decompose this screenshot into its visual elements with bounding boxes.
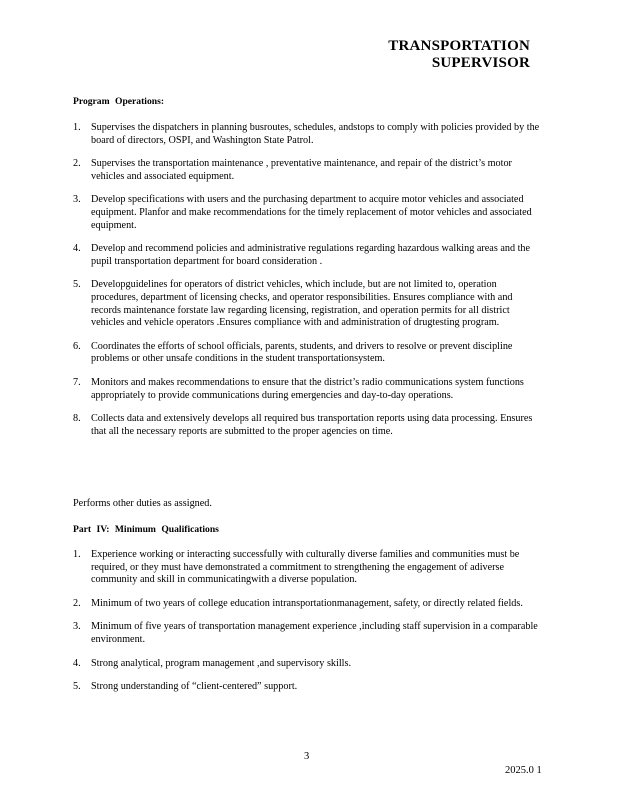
list-item-number: 4. (73, 657, 81, 669)
list-item-number: 4. (73, 243, 81, 255)
list-item-text: Experience working or interacting successfully with culturally diverse families and communities must be required, or they must have demonstrated a commitment to strengthening the engagement of adiverse community and skill in communicatingwith a diverse population. (91, 549, 520, 586)
list-item-text: Develop specifications with users and the purchasing department to acquire motor vehicles and associated equipment. Planfor and make recommendations for the timely replacement of motor vehicles and associated equipment. (91, 194, 532, 231)
page-number: 3 (304, 751, 310, 762)
qualifications-list (73, 549, 543, 694)
list-item (73, 549, 543, 587)
program-operations-list (73, 122, 543, 438)
list-item-number: 7. (73, 376, 81, 388)
list-item-text: Strong understanding of “client-centered” support. (91, 681, 298, 693)
list-item-number: 3. (73, 621, 81, 633)
list-item (73, 122, 543, 147)
list-item (73, 194, 543, 232)
document-version-code: 2025.0 1 (505, 765, 542, 776)
list-item-text: Collects data and extensively develops all required bus transportation reports using data processing. Ensures that all the necessary reports are submitted to the proper agencies on time. (91, 413, 533, 437)
title-line-1: TRANSPORTATION (388, 38, 530, 54)
list-item (73, 377, 543, 402)
qualifications-heading: Part IV: Minimum Qualifications (73, 524, 219, 535)
list-item-number: 8. (73, 413, 81, 425)
list-item (73, 621, 543, 646)
list-item-text: Develop and recommend policies and administrative regulations regarding hazardous walking areas and the pupil transportation department for board consideration . (91, 243, 531, 267)
list-item (73, 158, 543, 183)
list-item-number: 5. (73, 681, 81, 693)
title-line-2: SUPERVISOR (431, 55, 530, 71)
program-operations-heading: Program Operations: (73, 96, 165, 107)
list-item (73, 279, 543, 329)
list-item-number: 5. (73, 279, 81, 291)
list-item-number: 2. (73, 597, 81, 609)
list-item-number: 2. (73, 158, 81, 170)
list-item-text: Monitors and makes recommendations to ensure that the district’s radio communications system functions appropriately to provide communications during emergencies and day-to-day operations. (91, 376, 524, 401)
list-item-text: Strong analytical, program management ,and supervisory skills. (91, 657, 352, 669)
document-title (388, 38, 530, 72)
list-item-text: Coordinates the efforts of school officials, parents, students, and drivers to resolve or prevent discipline problems or other unsafe conditions in the student transportationsystem. (91, 340, 513, 365)
list-item-number: 1. (73, 122, 81, 133)
list-item-text: Supervises the dispatchers in planning busroutes, schedules, andstops to comply with policies provided by the board of directors, OSPI, and Washington State Patrol. (91, 122, 540, 146)
other-duties-text: Performs other duties as assigned. (73, 498, 212, 509)
list-item (73, 658, 543, 671)
list-item-text: Supervises the transportation maintenance , preventative maintenance, and repair of the district’s motor vehicles and associated equipment. (91, 158, 512, 182)
list-item-number: 3. (73, 194, 81, 206)
list-item (73, 598, 543, 611)
list-item (73, 243, 543, 268)
list-item-text: Minimum of two years of college education intransportationmanagement, safety, or directly related fields. (91, 597, 523, 609)
list-item-number: 1. (73, 549, 81, 560)
list-item (73, 341, 543, 366)
list-item (73, 413, 543, 438)
list-item-text: Minimum of five years of transportation management experience ,including staff supervision in a comparable environment. (91, 621, 538, 645)
list-item-number: 6. (73, 340, 81, 352)
list-item (73, 681, 543, 694)
list-item-text: Developguidelines for operators of district vehicles, which include, but are not limited to, operation procedures, department of licensing checks, and operator responsibilities. Ensures compliance with and records maintenance forstate law regarding licensing, registration, and operation permits for all district vehicles and vehicle operators .Ensures compliance with and administration of drugtesting program. (91, 279, 513, 329)
